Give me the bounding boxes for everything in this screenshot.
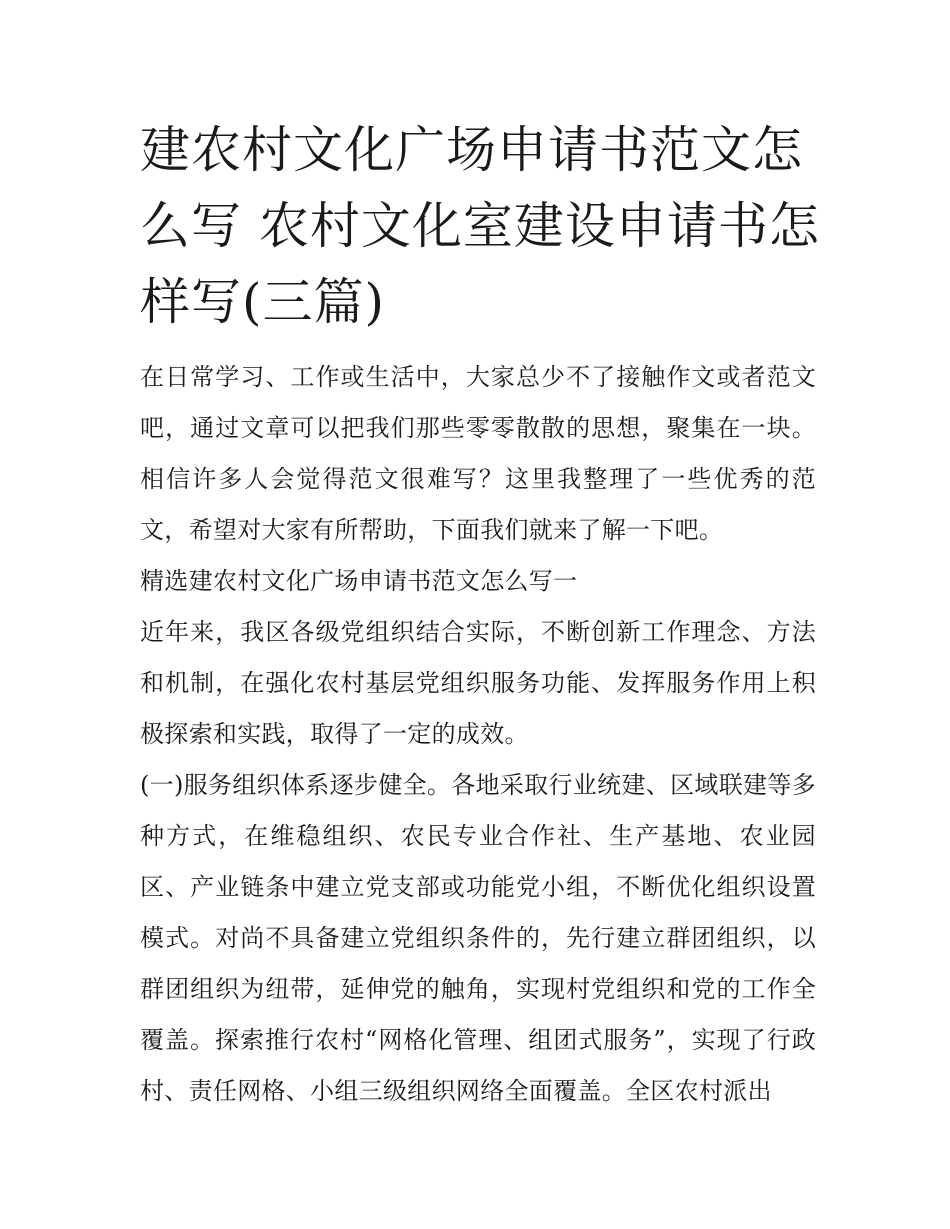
document-body — [140, 352, 816, 1117]
section-heading: 精选建农村文化广场申请书范文怎么写一 — [140, 567, 578, 595]
body-paragraph: 近年来，我区各级党组织结合实际，不断创新工作理念、方法和机制，在强化农村基层党组织服务功能、发挥服务作用上积极探索和实践，取得了一定的成效。 — [140, 618, 816, 748]
body-paragraph: (一)服务组织体系逐步健全。各地采取行业统建、区域联建等多种方式，在维稳组织、农民专业合作社、生产基地、农业园区、产业链条中建立党支部或功能党小组，不断优化组织设置模式。对尚不具备建立党组织条件的，先行建立群团组织，以群团组织为纽带，延伸党的触角，实现村党组织和党的工作全覆盖。探索推行农村“网格化管理、组团式服务”，实现了行政村、责任网格、小组三级组织网络全面覆盖。全区农村派出 — [140, 771, 816, 1105]
intro-paragraph: 在日常学习、工作或生活中，大家总少不了接触作文或者范文吧，通过文章可以把我们那些零零散散的思想，聚集在一块。相信许多人会觉得范文很难写？这里我整理了一些优秀的范文，希望对大家有所帮助，下面我们就来了解一下吧。 — [140, 363, 816, 544]
document-title: 建农村文化广场申请书范文怎么写 农村文化室建设申请书怎样写(三篇) — [140, 121, 820, 331]
